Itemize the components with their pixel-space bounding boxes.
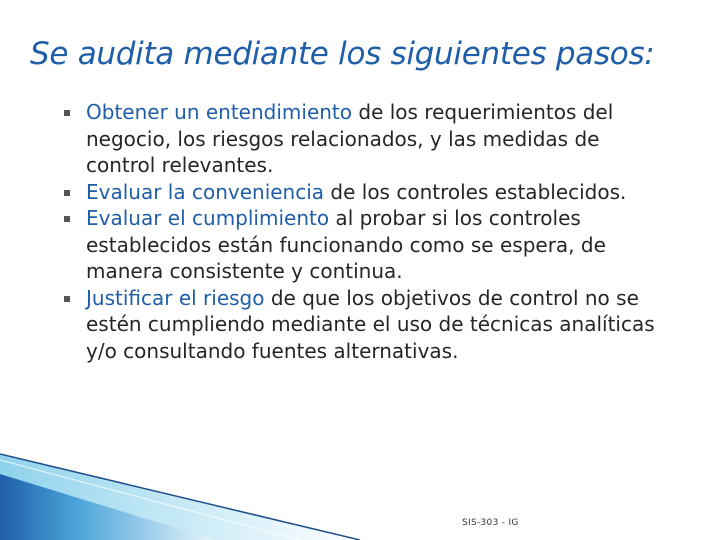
bullet-highlight: Justificar el riesgo	[86, 285, 265, 310]
bullet-text: al probar si los controles establecidos están funcionando como se espera, de manera consistente y continua.	[86, 206, 606, 283]
bullet-text: de los controles establecidos.	[324, 179, 627, 204]
bullet-list	[64, 99, 664, 364]
bullet-marker-icon	[64, 110, 70, 116]
bullet-text: de los requerimientos del negocio, los riesgos relacionados, y las medidas de control relevantes.	[86, 100, 614, 177]
bullet-item	[64, 179, 664, 206]
bullet-text: de que los objetivos de control no se estén cumpliendo mediante el uso de técnicas analíticas y/o consultando fuentes alternativas.	[86, 285, 655, 363]
slide-title: Se audita mediante los siguientes pasos:	[30, 36, 655, 72]
corner-swoosh-decoration	[0, 440, 360, 540]
bullet-item	[64, 99, 664, 179]
bullet-highlight: Evaluar la conveniencia	[86, 179, 325, 204]
bullet-marker-icon	[64, 216, 70, 222]
bullet-item	[64, 205, 664, 285]
bullet-marker-icon	[64, 296, 70, 302]
bullet-highlight: Obtener un entendimiento	[86, 100, 353, 124]
bullet-item	[64, 285, 664, 365]
bullet-marker-icon	[64, 190, 70, 196]
bullet-highlight: Evaluar el cumplimiento	[86, 206, 330, 230]
footer-label: SIS-303 - IG	[462, 518, 519, 528]
